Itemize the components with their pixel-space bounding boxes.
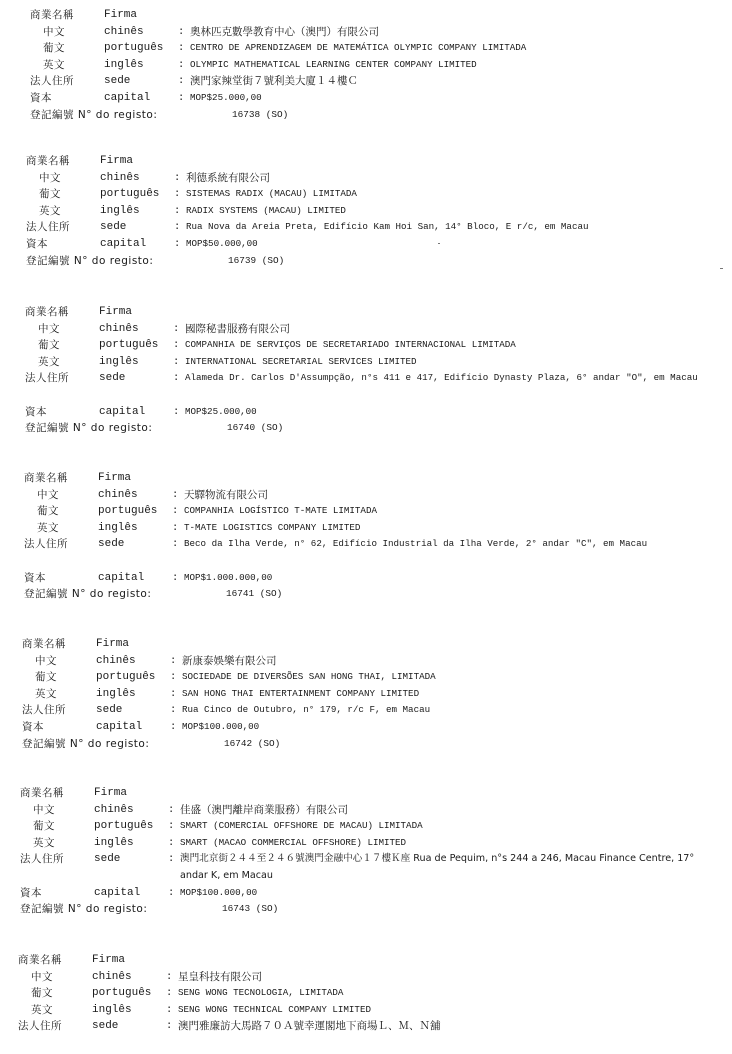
portuguese-label-pt: português — [98, 505, 158, 518]
chinese-name-value: 星皇科技有限公司 — [178, 970, 262, 983]
portuguese-label-zh: 葡文 — [35, 671, 57, 684]
portuguese-label-zh: 葡文 — [37, 505, 59, 518]
firma-label-zh: 商業名稱 — [24, 472, 68, 484]
portuguese-name-value: CENTRO DE APRENDIZAGEM DE MATEMÁTICA OLYMPIC COMPANY LIMITADA — [190, 42, 527, 54]
chinese-label-zh: 中文 — [33, 803, 55, 816]
colon: : — [173, 322, 180, 335]
firma-row — [0, 785, 710, 802]
portuguese-name-row — [0, 40, 720, 57]
capital-label-zh: 資本 — [24, 571, 46, 584]
english-label-pt: inglês — [99, 355, 139, 368]
english-label-pt: inglês — [104, 58, 144, 71]
colon: : — [172, 521, 179, 534]
capital-label-zh: 資本 — [25, 405, 47, 418]
firma-row — [0, 153, 716, 170]
firma-label-zh: 商業名稱 — [18, 954, 62, 966]
english-name-value: SMART (MACAO COMMERCIAL OFFSHORE) LIMITED — [180, 836, 407, 848]
sede-label-pt: sede — [99, 372, 126, 385]
chinese-name-row — [0, 802, 710, 819]
colon: : — [166, 1020, 173, 1033]
english-label-pt: inglês — [96, 687, 136, 700]
colon: : — [170, 720, 177, 733]
firma-label-zh: 商業名稱 — [25, 306, 69, 318]
portuguese-label-pt: português — [99, 339, 159, 352]
colon: : — [168, 836, 175, 849]
sede-row — [0, 370, 715, 403]
capital-label-pt: capital — [94, 886, 141, 899]
sede-label-zh: 法人住所 — [30, 75, 74, 88]
portuguese-label-zh: 葡文 — [39, 188, 61, 201]
chinese-name-row — [0, 321, 715, 338]
colon: : — [166, 970, 173, 983]
colon: : — [170, 687, 177, 700]
english-label-pt: inglês — [100, 204, 140, 217]
colon: : — [178, 91, 185, 104]
registo-row — [0, 736, 712, 753]
sede-row — [0, 702, 712, 719]
sede-label-zh: 法人住所 — [26, 221, 70, 234]
sede-label-zh: 法人住所 — [18, 1020, 62, 1033]
sede-label-zh: 法人住所 — [22, 704, 66, 717]
firma-label-zh: 商業名稱 — [30, 9, 74, 21]
sede-row — [0, 219, 716, 236]
registo-row — [0, 107, 720, 124]
colon: : — [170, 654, 177, 667]
colon: : — [170, 704, 177, 717]
colon: : — [174, 188, 181, 201]
sede-row — [0, 1018, 708, 1035]
firma-label-pt: Firma — [98, 472, 132, 484]
colon: : — [174, 221, 181, 234]
sede-label-zh: 法人住所 — [25, 372, 69, 385]
firma-label-zh: 商業名稱 — [22, 638, 66, 650]
english-name-row — [0, 1002, 708, 1019]
sede-row — [0, 73, 720, 90]
capital-row — [0, 90, 720, 107]
english-label-zh: 英文 — [33, 836, 55, 849]
sede-value: 澳門北京街２４４至２４６號澳門金融中心１７樓Ｋ座 Rua de Pequim, n°s 244 a 246, Macau Finance Centre, 17° andar K, em Macau — [180, 853, 695, 881]
chinese-name-row — [0, 653, 712, 670]
chinese-name-value: 新康泰娛樂有限公司 — [182, 654, 277, 667]
firma-label-pt: Firma — [100, 155, 134, 167]
registo-value: 16741 (SO) — [226, 588, 283, 600]
registry-entry — [0, 153, 716, 269]
chinese-name-row — [0, 170, 716, 187]
portuguese-name-value: SENG WONG TECNOLOGIA, LIMITADA — [178, 987, 344, 999]
english-label-zh: 英文 — [43, 58, 65, 71]
colon: : — [172, 538, 179, 551]
registo-label: 登記編號 N° do registo: — [20, 903, 148, 916]
capital-label-pt: capital — [98, 571, 145, 584]
english-name-value: RADIX SYSTEMS (MACAU) LIMITED — [186, 204, 346, 216]
chinese-label-pt: chinês — [99, 322, 139, 335]
english-label-pt: inglês — [92, 1003, 132, 1016]
colon: : — [174, 171, 181, 184]
portuguese-name-value: SMART (COMERCIAL OFFSHORE DE MACAU) LIMITADA — [180, 820, 423, 832]
portuguese-label-zh: 葡文 — [38, 339, 60, 352]
capital-value: MOP$100.000,00 — [182, 720, 260, 732]
english-name-row — [0, 57, 720, 74]
firma-row — [0, 470, 714, 487]
sede-label-pt: sede — [104, 75, 131, 88]
colon: : — [168, 853, 175, 866]
portuguese-label-zh: 葡文 — [43, 42, 65, 55]
portuguese-name-row — [0, 818, 710, 835]
colon: : — [173, 355, 180, 368]
english-name-row — [0, 520, 714, 537]
english-name-row — [0, 203, 716, 220]
english-name-row — [0, 354, 715, 371]
chinese-label-zh: 中文 — [37, 488, 59, 501]
portuguese-name-row — [0, 985, 708, 1002]
portuguese-label-pt: português — [100, 188, 160, 201]
sede-value: 澳門雅廉訪大馬路７０Ａ號幸運閣地下商場Ｌ、Ｍ、Ｎ舖 — [178, 1020, 441, 1033]
portuguese-name-row — [0, 186, 716, 203]
capital-label-zh: 資本 — [30, 91, 52, 104]
capital-label-zh: 資本 — [26, 237, 48, 250]
capital-value: MOP$25.000,00 — [190, 91, 262, 103]
firma-label-zh: 商業名稱 — [26, 155, 70, 167]
colon: : — [172, 571, 179, 584]
sede-value: Beco da Ilha Verde, n° 62, Edifício Industrial da Ilha Verde, 2° andar "C", em Macau — [184, 538, 648, 550]
capital-label-pt: capital — [104, 91, 151, 104]
english-label-zh: 英文 — [37, 521, 59, 534]
english-label-zh: 英文 — [39, 204, 61, 217]
colon: : — [168, 820, 175, 833]
registo-value: 16739 (SO) — [228, 254, 285, 266]
chinese-name-value: 利德系統有限公司 — [186, 171, 270, 184]
colon: : — [174, 237, 181, 250]
english-name-value: OLYMPIC MATHEMATICAL LEARNING CENTER COMPANY LIMITED — [190, 58, 477, 70]
english-name-row — [0, 835, 710, 852]
sede-label-zh: 法人住所 — [24, 538, 68, 551]
portuguese-label-pt: português — [96, 671, 156, 684]
colon: : — [173, 405, 180, 418]
sede-label-zh: 法人住所 — [20, 853, 64, 866]
scan-speck — [438, 243, 440, 244]
chinese-label-zh: 中文 — [38, 322, 60, 335]
firma-row — [0, 304, 715, 321]
registo-row — [0, 420, 715, 437]
registo-row — [0, 586, 714, 603]
sede-value: Rua Cinco de Outubro, n° 179, r/c F, em Macau — [182, 704, 431, 716]
chinese-name-row — [0, 487, 714, 504]
english-label-zh: 英文 — [38, 355, 60, 368]
firma-row — [0, 952, 708, 969]
registo-value: 16743 (SO) — [222, 903, 279, 915]
registo-label: 登記編號 N° do registo: — [22, 737, 150, 750]
colon: : — [178, 25, 185, 38]
capital-label-pt: capital — [96, 720, 143, 733]
english-name-value: INTERNATIONAL SECRETARIAL SERVICES LIMITED — [185, 355, 417, 367]
capital-label-zh: 資本 — [22, 720, 44, 733]
chinese-label-pt: chinês — [104, 25, 144, 38]
registo-value: 16742 (SO) — [224, 737, 281, 749]
firma-label-pt: Firma — [96, 638, 130, 650]
firma-label-pt: Firma — [92, 954, 126, 966]
portuguese-name-value: COMPANHIA LOGÍSTICO T-MATE LIMITADA — [184, 505, 377, 517]
registry-entry — [0, 636, 712, 752]
sede-value: Rua Nova da Areia Preta, Edifício Kam Hoi San, 14° Bloco, E r/c, em Macau — [186, 221, 589, 233]
capital-row — [0, 236, 716, 253]
sede-label-pt: sede — [100, 221, 127, 234]
sede-value: 澳門家辣堂街７號利美大廈１４樓Ｃ — [190, 75, 358, 88]
sede-label-pt: sede — [98, 538, 125, 551]
sede-label-pt: sede — [92, 1020, 119, 1033]
chinese-label-pt: chinês — [100, 171, 140, 184]
firma-row — [0, 636, 712, 653]
registry-entry — [0, 952, 708, 1035]
registo-label: 登記編號 N° do registo: — [25, 422, 153, 435]
registo-row — [0, 901, 710, 918]
chinese-label-zh: 中文 — [43, 25, 65, 38]
colon: : — [172, 505, 179, 518]
firma-label-pt: Firma — [99, 306, 133, 318]
sede-value: Alameda Dr. Carlos D'Assumpção, n°s 411 e 417, Edifício Dynasty Plaza, 6° andar "O", em Macau — [185, 372, 698, 384]
portuguese-name-row — [0, 503, 714, 520]
capital-row — [0, 719, 712, 736]
portuguese-name-row — [0, 337, 715, 354]
registo-label: 登記編號 N° do registo: — [24, 588, 152, 601]
registry-entry — [0, 470, 714, 603]
chinese-label-pt: chinês — [92, 970, 132, 983]
chinese-name-row — [0, 969, 708, 986]
chinese-label-pt: chinês — [96, 654, 136, 667]
portuguese-label-pt: português — [94, 820, 154, 833]
registo-label: 登記編號 N° do registo: — [26, 254, 154, 267]
capital-value: MOP$1.000.000,00 — [184, 571, 273, 583]
chinese-name-value: 國際秘書服務有限公司 — [185, 322, 290, 335]
chinese-label-zh: 中文 — [35, 654, 57, 667]
registo-row — [0, 253, 716, 270]
chinese-name-row — [0, 24, 720, 41]
colon: : — [178, 75, 185, 88]
scan-speck — [720, 268, 723, 269]
portuguese-name-value: COMPANHIA DE SERVIÇOS DE SECRETARIADO INTERNACIONAL LIMITADA — [185, 339, 516, 351]
portuguese-name-value: SOCIEDADE DE DIVERSÕES SAN HONG THAI, LIMITADA — [182, 671, 436, 683]
chinese-name-value: 奧林匹克數學教育中心（澳門）有限公司 — [190, 25, 379, 38]
registo-label: 登記編號 N° do registo: — [30, 108, 158, 121]
capital-value: MOP$50.000,00 — [186, 237, 258, 249]
colon: : — [174, 204, 181, 217]
colon: : — [166, 1003, 173, 1016]
english-name-row — [0, 686, 712, 703]
sede-label-pt: sede — [94, 853, 121, 866]
portuguese-name-row — [0, 669, 712, 686]
english-label-pt: inglês — [94, 836, 134, 849]
english-label-zh: 英文 — [35, 687, 57, 700]
portuguese-label-zh: 葡文 — [33, 820, 55, 833]
chinese-label-pt: chinês — [94, 803, 134, 816]
firma-label-pt: Firma — [104, 9, 138, 21]
colon: : — [172, 488, 179, 501]
colon: : — [168, 803, 175, 816]
registo-value: 16738 (SO) — [232, 108, 289, 120]
colon: : — [178, 58, 185, 71]
sede-row — [0, 851, 710, 884]
colon: : — [166, 987, 173, 1000]
portuguese-label-zh: 葡文 — [31, 987, 53, 1000]
colon: : — [173, 372, 180, 385]
english-name-value: SAN HONG THAI ENTERTAINMENT COMPANY LIMITED — [182, 687, 420, 699]
chinese-label-zh: 中文 — [39, 171, 61, 184]
colon: : — [170, 671, 177, 684]
colon: : — [173, 339, 180, 352]
capital-row — [0, 404, 715, 421]
capital-row — [0, 885, 710, 902]
english-name-value: T-MATE LOGISTICS COMPANY LIMITED — [184, 521, 361, 533]
sede-label-pt: sede — [96, 704, 123, 717]
registry-entry — [0, 304, 715, 437]
capital-value: MOP$100.000,00 — [180, 886, 258, 898]
colon: : — [178, 42, 185, 55]
chinese-label-pt: chinês — [98, 488, 138, 501]
portuguese-label-pt: português — [104, 42, 164, 55]
chinese-name-value: 天驛物流有限公司 — [184, 488, 268, 501]
chinese-name-value: 佳盛（澳門離岸商業服務）有限公司 — [180, 803, 348, 816]
registry-entry — [0, 7, 720, 123]
capital-row — [0, 570, 714, 587]
firma-label-zh: 商業名稱 — [20, 787, 64, 799]
capital-label-pt: capital — [100, 237, 147, 250]
registo-value: 16740 (SO) — [227, 422, 284, 434]
portuguese-name-value: SISTEMAS RADIX (MACAU) LIMITADA — [186, 188, 357, 200]
sede-row — [0, 536, 714, 569]
capital-label-pt: capital — [99, 405, 146, 418]
english-label-pt: inglês — [98, 521, 138, 534]
registry-entry — [0, 785, 710, 918]
firma-label-pt: Firma — [94, 787, 128, 799]
firma-row — [0, 7, 720, 24]
colon: : — [168, 886, 175, 899]
chinese-label-zh: 中文 — [31, 970, 53, 983]
english-name-value: SENG WONG TECHNICAL COMPANY LIMITED — [178, 1003, 371, 1015]
english-label-zh: 英文 — [31, 1003, 53, 1016]
capital-value: MOP$25.000,00 — [185, 405, 257, 417]
portuguese-label-pt: português — [92, 987, 152, 1000]
capital-label-zh: 資本 — [20, 886, 42, 899]
